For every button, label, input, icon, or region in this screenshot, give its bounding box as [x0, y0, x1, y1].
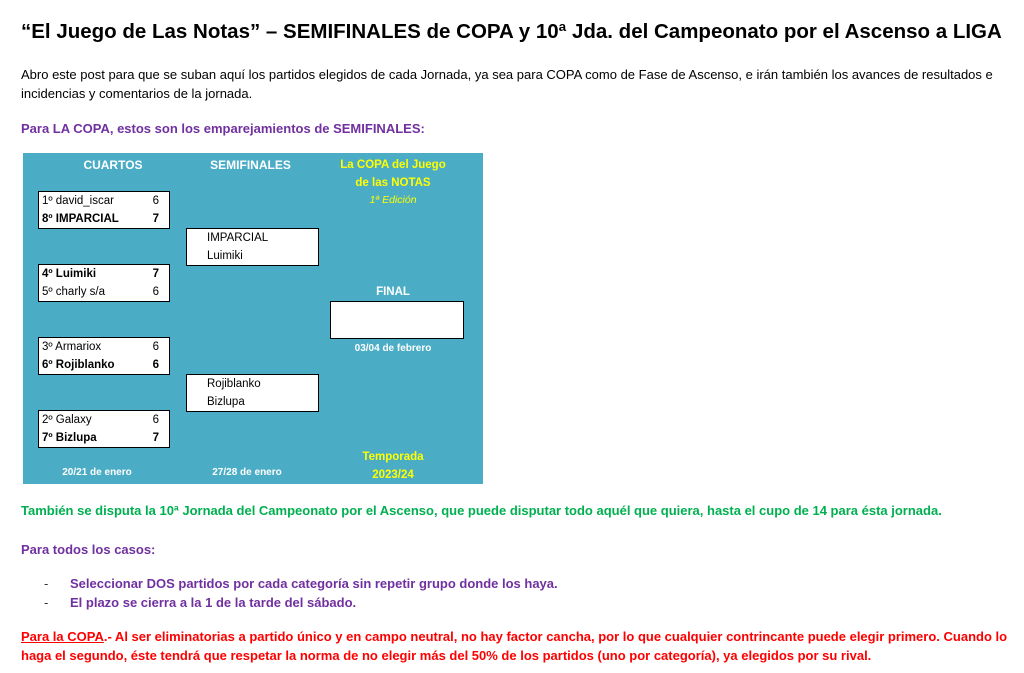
team-name: 3º Armariox	[42, 341, 102, 353]
todos-heading: Para todos los casos:	[21, 542, 156, 557]
list-item-text: El plazo se cierra a la 1 de la tarde del sábado.	[70, 595, 357, 610]
season-label: Temporada	[362, 451, 424, 463]
quarter-3-team-1	[39, 338, 169, 356]
list-item-text: Seleccionar DOS partidos por cada categoría sin repetir grupo donde los haya.	[70, 576, 558, 591]
team-score: 7	[152, 213, 159, 225]
copa-title-line-1: La COPA del Juego	[340, 159, 446, 171]
team-name: 1º david_iscar	[42, 195, 114, 207]
semi-1-team-1: IMPARCIAL	[207, 232, 269, 244]
header-semifinales: SEMIFINALES	[210, 158, 291, 172]
final-box	[330, 301, 464, 339]
copa-bracket	[23, 153, 483, 484]
team-score: 7	[152, 268, 159, 280]
quarter-match-4	[38, 410, 170, 448]
bullet-marker: -	[44, 595, 49, 610]
team-name: 7º Bizlupa	[42, 432, 97, 444]
quarter-2-team-1	[39, 265, 169, 283]
ascenso-text: También se disputa la 10ª Jornada del Campeonato por el Ascenso, que puede disputar todo aquél que quiera, hasta el cupo de 14 para ésta jornada.	[21, 503, 942, 518]
team-score: 6	[152, 286, 159, 298]
final-date: 03/04 de febrero	[354, 343, 432, 354]
para-copa-paragraph	[21, 627, 1011, 665]
para-copa-label: Para la COPA	[21, 629, 104, 644]
semi-match-2	[186, 374, 319, 412]
copa-heading: Para LA COPA, estos son los emparejamientos de SEMIFINALES:	[21, 121, 425, 136]
team-score: 6	[152, 341, 159, 353]
team-score: 6	[152, 414, 159, 426]
team-score: 6	[152, 359, 159, 371]
intro-paragraph: Abro este post para que se suban aquí los partidos elegidos de cada Jornada, ya sea para COPA como de Fase de Ascenso, e irán también los avances de resultados e incidencias y comentarios de la jornada.	[21, 67, 993, 101]
quarter-3-team-2	[39, 356, 169, 374]
rules-list	[44, 574, 558, 612]
date-semifinales: 27/28 de enero	[212, 467, 282, 478]
final-label: FINAL	[376, 286, 410, 298]
bullet-marker: -	[44, 576, 49, 591]
quarter-1-team-1	[39, 192, 169, 210]
semi-1-team-2: Luimiki	[207, 250, 243, 262]
semi-2-team-1: Rojiblanko	[207, 378, 261, 390]
team-name: 5º charly s/a	[42, 286, 106, 298]
team-name: 4º Luimiki	[42, 268, 97, 280]
quarter-4-team-1	[39, 411, 169, 429]
list-item	[44, 593, 558, 612]
season-value: 2023/24	[372, 469, 414, 481]
semi-2-team-2: Bizlupa	[207, 396, 245, 408]
header-cuartos: CUARTOS	[83, 158, 143, 172]
quarter-match-2	[38, 264, 170, 302]
quarter-1-team-2	[39, 210, 169, 228]
team-name: 8º IMPARCIAL	[42, 213, 119, 225]
para-copa-text: .- Al ser eliminatorias a partido único y en campo neutral, no hay factor cancha, por lo que cualquier contrincante puede elegir primero. Cuando lo haga el segundo, éste tendrá que respetar la norma de no elegir más del 50% de los partidos (uno por categoría), ya elegidos por su rival.	[21, 629, 1008, 663]
quarter-match-3	[38, 337, 170, 375]
copa-title-line-2: de las NOTAS	[355, 177, 431, 189]
team-score: 6	[152, 195, 159, 207]
quarter-4-team-2	[39, 429, 169, 447]
quarter-2-team-2	[39, 283, 169, 301]
team-score: 7	[152, 432, 159, 444]
team-name: 2º Galaxy	[42, 414, 92, 426]
edition-label: 1ª Edición	[369, 194, 417, 206]
semi-match-1	[186, 228, 319, 266]
page-title: “El Juego de Las Notas” – SEMIFINALES de COPA y 10ª Jda. del Campeonato por el Ascenso a LIGA	[21, 20, 1002, 43]
date-cuartos: 20/21 de enero	[62, 467, 132, 478]
list-item	[44, 574, 558, 593]
quarter-match-1	[38, 191, 170, 229]
team-name: 6º Rojiblanko	[42, 359, 115, 371]
